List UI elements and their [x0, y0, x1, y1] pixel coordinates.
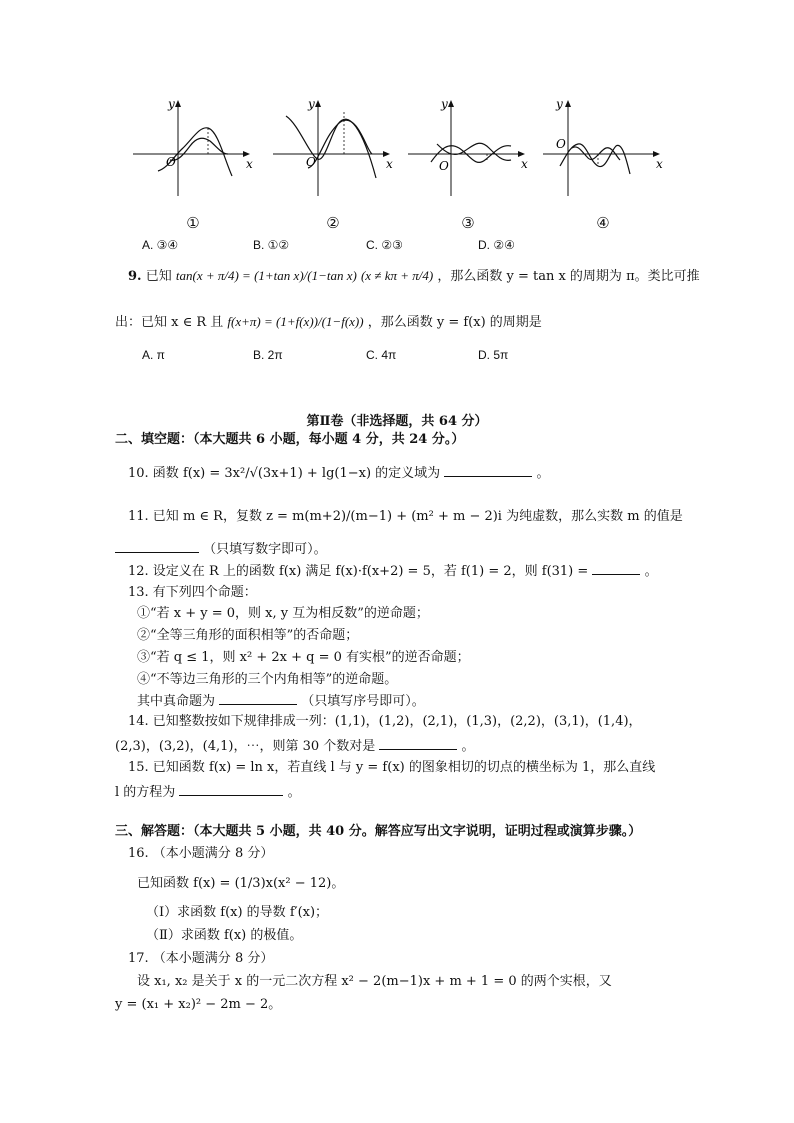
graph-1-origin: O [166, 155, 176, 169]
q9-lead: 已知 [145, 269, 172, 284]
q12-text: 12. 设定义在 R 上的函数 f(x) 满足 f(x)·f(x+2) = 5，若 f(1) = 2，则 f(31) = [128, 564, 589, 579]
graph-1-caption: ① [186, 214, 200, 232]
q14-end: 。 [461, 739, 475, 754]
graph-4-origin: O [556, 137, 566, 151]
graph-3 [403, 96, 533, 236]
q11-line1: 11. 已知 m ∈ R，复数 z = m(m+2)/(m−1) + (m² + m − 2)i 为纯虚数，那么实数 m 的值是 [128, 509, 683, 524]
graph-2-origin: O [306, 155, 316, 169]
q12 [128, 560, 658, 582]
q9-tan-cond: (x ≠ kπ + π/4) [360, 268, 434, 283]
q11-answer-blank[interactable] [115, 538, 199, 553]
graph-1-x-label: x [246, 157, 253, 171]
q14-answer-blank[interactable] [379, 735, 457, 750]
q9-number: 9. [128, 269, 142, 284]
q11-line2-text: （只填写数字即可）。 [203, 542, 327, 557]
q13-item-1: ①“若 x + y = 0，则 x, y 互为相反数”的逆命题； [137, 606, 429, 621]
q8-option-c: C. ②③ [366, 238, 403, 252]
section2-title: 二、填空题：（本大题共 6 小题，每小题 4 分，共 24 分。） [115, 432, 465, 447]
q9-tan-expr: tan(x + π/4) = (1+tan x)/(1−tan x) [175, 268, 357, 283]
graph-4-caption: ④ [596, 214, 610, 232]
q10-end: 。 [536, 466, 550, 481]
q11-line2 [115, 538, 327, 560]
graph-4-x-label: x [656, 157, 663, 171]
q14-line2-text: (2,3)，(3,2)，(4,1)，⋯，则第 30 个数对是 [115, 739, 376, 754]
q16-part-2: （Ⅱ）求函数 f(x) 的极值。 [146, 928, 303, 943]
graph-2 [268, 96, 398, 236]
q16-header: 16. （本小题满分 8 分） [128, 846, 274, 861]
q17-header: 17. （本小题满分 8 分） [128, 951, 274, 966]
q9-line2-tail: ，那么函数 y = f(x) 的周期是 [367, 315, 542, 330]
graph-3-plot [403, 96, 533, 206]
q12-end: 。 [644, 564, 658, 579]
graph-2-x-label: x [386, 157, 393, 171]
graph-2-y-label: y [308, 97, 315, 111]
q15-line2-text: l 的方程为 [115, 785, 176, 800]
q9-option-b: B. 2π [253, 348, 283, 362]
q13-answer-blank[interactable] [219, 690, 297, 705]
graph-4-plot [538, 96, 668, 206]
part2-title: 第Ⅱ卷（非选择题，共 64 分） [306, 414, 488, 429]
graph-2-plot [268, 96, 398, 206]
graph-3-caption: ③ [461, 214, 475, 232]
q8-option-d: D. ②④ [478, 238, 515, 252]
q15-line2 [115, 781, 301, 803]
section3-title: 三、解答题：（本大题共 5 小题，共 40 分。解答应写出文字说明，证明过程或演算步骤。） [115, 824, 642, 839]
graph-3-y-label: y [441, 97, 448, 111]
q8-option-b: B. ①② [253, 238, 290, 252]
q15-answer-blank[interactable] [179, 781, 283, 796]
q13-tail-lead: 其中真命题为 [137, 694, 216, 709]
q13-item-2: ②“全等三角形的面积相等”的否命题； [137, 628, 359, 643]
q14-line1: 14. 已知整数按如下规律排成一列：(1,1)，(1,2)，(2,1)，(1,3)，(2,2)，(3,1)，(1,4)， [128, 714, 642, 729]
graph-figures [128, 96, 668, 236]
q9-line1 [128, 266, 700, 287]
q13-item-4: ④“不等边三角形的三个内角相等”的逆命题。 [137, 672, 398, 687]
graph-3-x-label: x [521, 157, 528, 171]
q10-answer-blank[interactable] [444, 462, 532, 477]
q9-option-d: D. 5π [478, 348, 509, 362]
graph-1-y-label: y [168, 97, 175, 111]
q10 [128, 462, 549, 484]
q14-line2 [115, 735, 475, 757]
graph-1 [128, 96, 258, 236]
graph-1-plot [128, 96, 258, 206]
q9-tail: ，那么函数 y = tan x 的周期为 π。类比可推 [437, 269, 700, 284]
q15-line1: 15. 已知函数 f(x) = ln x，若直线 l 与 y = f(x) 的图象相切的切点的横坐标为 1，那么直线 [128, 760, 656, 775]
q9-line2-lead: 出：已知 x ∈ R 且 [115, 315, 224, 330]
q12-answer-blank[interactable] [592, 560, 640, 575]
q9-option-c: C. 4π [366, 348, 397, 362]
q13-tail-end: （只填写序号即可）。 [301, 694, 425, 709]
q16-stem: 已知函数 f(x) = (1/3)x(x² − 12)。 [137, 876, 345, 891]
q9-line2 [115, 312, 542, 333]
q15-end: 。 [287, 785, 301, 800]
q17-line1: 设 x₁, x₂ 是关于 x 的一元二次方程 x² − 2(m−1)x + m + 1 = 0 的两个实根，又 [137, 974, 612, 989]
graph-2-caption: ② [326, 214, 340, 232]
q8-option-a: A. ③④ [142, 238, 179, 252]
q9-option-a: A. π [142, 348, 165, 362]
q10-text: 10. 函数 f(x) = 3x²/√(3x+1) + lg(1−x) 的定义域为 [128, 466, 441, 481]
graph-3-origin: O [439, 159, 449, 173]
q13-item-3: ③“若 q ≤ 1，则 x² + 2x + q = 0 有实根”的逆否命题； [137, 650, 470, 665]
graph-4 [538, 96, 668, 236]
q17-line2: y = (x₁ + x₂)² − 2m − 2。 [115, 997, 282, 1012]
q13-tail [137, 690, 425, 712]
q16-part-1: （Ⅰ）求函数 f(x) 的导数 f′(x)； [146, 905, 329, 920]
q9-line2-expr: f(x+π) = (1+f(x))/(1−f(x)) [227, 314, 364, 329]
graph-4-y-label: y [556, 97, 563, 111]
q13-lead: 13. 有下列四个命题： [128, 585, 257, 600]
